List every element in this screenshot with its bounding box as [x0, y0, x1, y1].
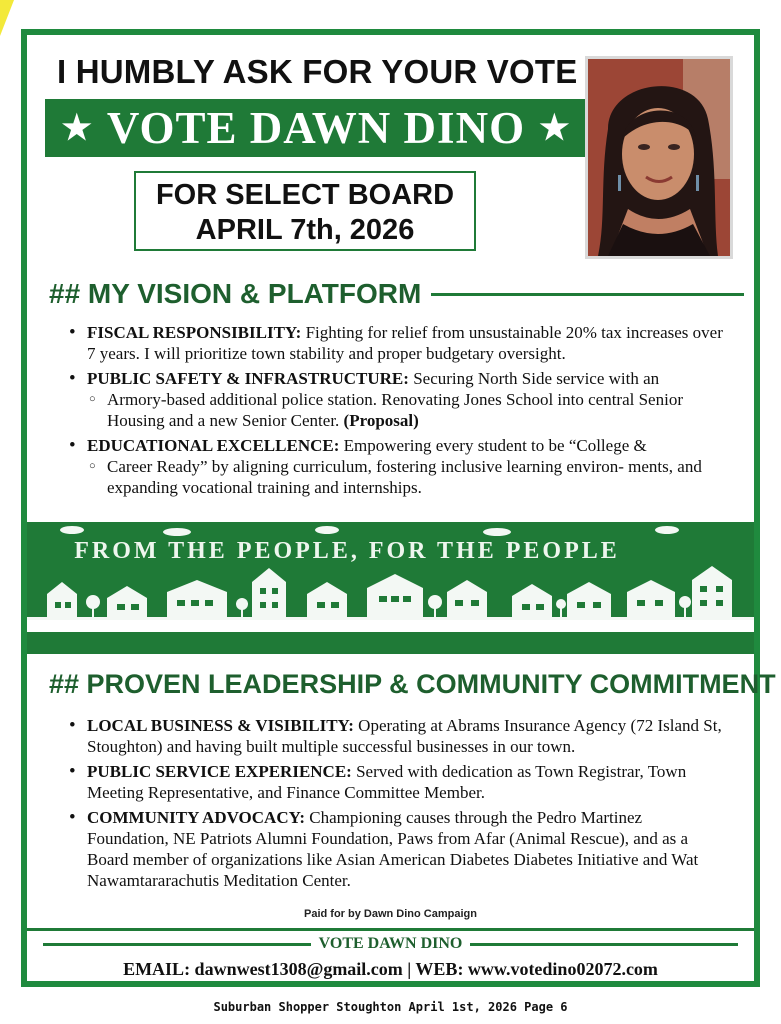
flyer-frame: [21, 29, 776, 987]
footer-line: [43, 943, 311, 946]
list-item: • COMMUNITY ADVOCACY: Championing causes through the Pedro Martinez Foundation, NE Patriots Alumni Foundation, Paws from Afar (Animal Rescue), and as a Board member of organizations like Asian American Diabetes Diabetes Initiative and Wat Nawamtararachutis Meditation Center.: [67, 807, 727, 891]
vision-heading-text: ## MY VISION & PLATFORM: [49, 278, 422, 309]
office-line: FOR SELECT BOARD: [155, 179, 455, 211]
list-item: • FISCAL RESPONSIBILITY: Fighting for relief from unsustainable 20% tax increases over 7 years. I will prioritize town stability and proper budgetary oversight.: [67, 322, 727, 364]
candidate-portrait-icon: [588, 59, 730, 256]
vision-list: [67, 322, 727, 502]
leadership-heading-text: ## PROVEN LEADERSHIP & COMMUNITY COMMITMENT: [49, 669, 776, 699]
slogan-banner: [27, 522, 754, 620]
footer-title: VOTE DAWN DINO: [43, 935, 738, 953]
footer-rule: [27, 928, 754, 931]
sub-list-item: ○ Armory-based additional police station. Renovating Jones School into central Senior Housing and a new Senior Center. (Proposal): [87, 389, 727, 431]
list-item: • LOCAL BUSINESS & VISIBILITY: Operating at Abrams Insurance Agency (72 Island St, Stoughton) and having built multiple successful businesses in our town.: [67, 715, 727, 757]
election-date: APRIL 7th, 2026: [195, 214, 415, 246]
star-icon: ★: [539, 110, 571, 147]
heading-rule: [431, 293, 744, 296]
list-item: • PUBLIC SERVICE EXPERIENCE: Served with dedication as Town Registrar, Town Meeting Representative, and Finance Committee Member.: [67, 761, 727, 803]
contact-line: EMAIL: dawnwest1308@gmail.com | WEB: www.votedino02072.com: [123, 959, 658, 979]
vote-banner-text: VOTE DAWN DINO: [106, 103, 526, 153]
footer-line: [470, 943, 738, 946]
headline: I HUMBLY ASK FOR YOUR VOTE: [57, 53, 578, 90]
list-item: • PUBLIC SAFETY & INFRASTRUCTURE: Securing North Side service with an ○ Armory-based additional police station. Renovating Jones School into central Senior Housing and a new Senior Center. (Proposal): [67, 368, 727, 431]
office-box: [134, 171, 476, 251]
leadership-heading: [49, 669, 776, 700]
paid-for-notice: Paid for by Dawn Dino Campaign: [304, 908, 477, 920]
candidate-photo: [585, 56, 733, 259]
vote-banner: [45, 99, 587, 157]
star-icon: ★: [61, 110, 93, 147]
leadership-list: [67, 715, 727, 895]
houses-skyline-icon: [27, 522, 754, 620]
list-item: • EDUCATIONAL EXCELLENCE: Empowering every student to be “College & ○ Career Ready” by aligning curriculum, fostering inclusive learning environ- ments, and expanding vocational training and internships.: [67, 435, 727, 498]
publication-line: Suburban Shopper Stoughton April 1st, 2026 Page 6: [213, 1000, 568, 1014]
sub-list-item: ○ Career Ready” by aligning curriculum, fostering inclusive learning environ- ments, and expanding vocational training and internships.: [87, 456, 727, 498]
vision-heading: [49, 278, 744, 310]
corner-accent: [0, 0, 14, 36]
slogan-text: FROM THE PEOPLE, FOR THE PEOPLE: [74, 538, 620, 564]
section-divider: [27, 632, 754, 654]
